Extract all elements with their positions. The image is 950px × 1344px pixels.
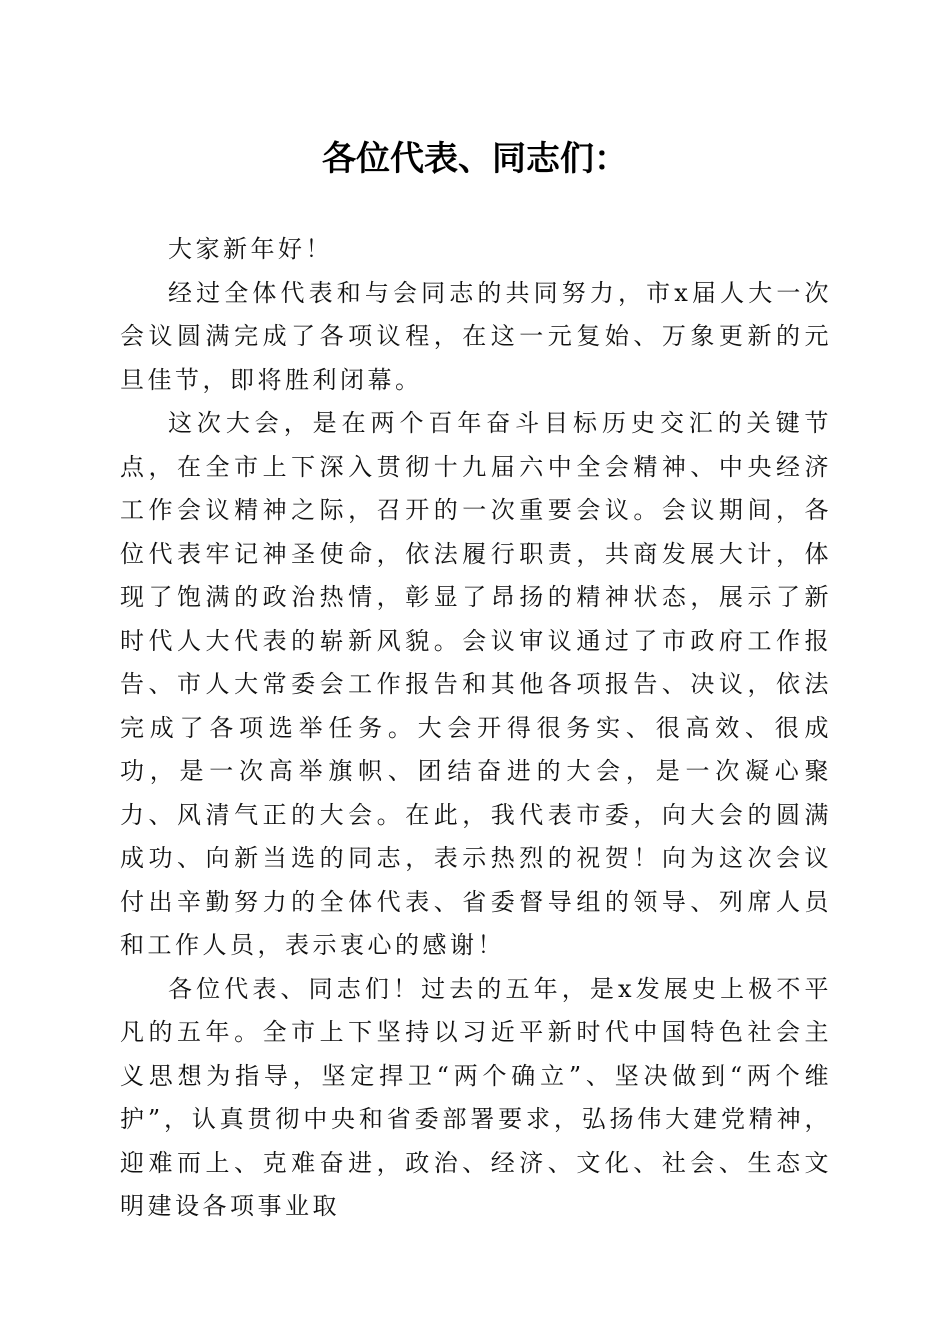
document-title: 各位代表、同志们： (322, 139, 628, 179)
paragraph-five-years: 各位代表、同志们！过去的五年，是x发展史上极不平凡的五年。全市上下坚持以习近平新时代中国特色社会主义思想为指导，坚定捍卫“两个确立”、坚决做到“两个维护”，认真贯彻中央和省委部署要求，弘扬伟大建党精神，迎难而上、克难奋进，政治、经济、文化、社会、生态文明建设各项事业取 (120, 974, 832, 1220)
paragraph-meeting-summary: 这次大会，是在两个百年奋斗目标历史交汇的关键节点，在全市上下深入贯彻十九届六中全会精神、中央经济工作会议精神之际，召开的一次重要会议。会议期间，各位代表牢记神圣使命，依法履行职责，共商发展大计，体现了饱满的政治热情，彰显了昂扬的精神状态，展示了新时代人大代表的崭新风貌。会议审议通过了市政府工作报告、市人大常委会工作报告和其他各项报告、决议，依法完成了各项选举任务。大会开得很务实、很高效、很成功，是一次高举旗帜、团结奋进的大会，是一次凝心聚力、风清气正的大会。在此，我代表市委，向大会的圆满成功、向新当选的同志，表示热烈的祝贺！向为这次会议付出辛勤努力的全体代表、省委督导组的领导、列席人员和工作人员，表示衷心的感谢！ (120, 409, 832, 959)
document-body (120, 228, 832, 1229)
paragraph-greeting: 大家新年好！ (168, 235, 333, 263)
paragraph-opening: 经过全体代表和与会同志的共同努力，市x届人大一次会议圆满完成了各项议程，在这一元复始、万象更新的元旦佳节，即将胜利闭幕。 (120, 278, 832, 394)
